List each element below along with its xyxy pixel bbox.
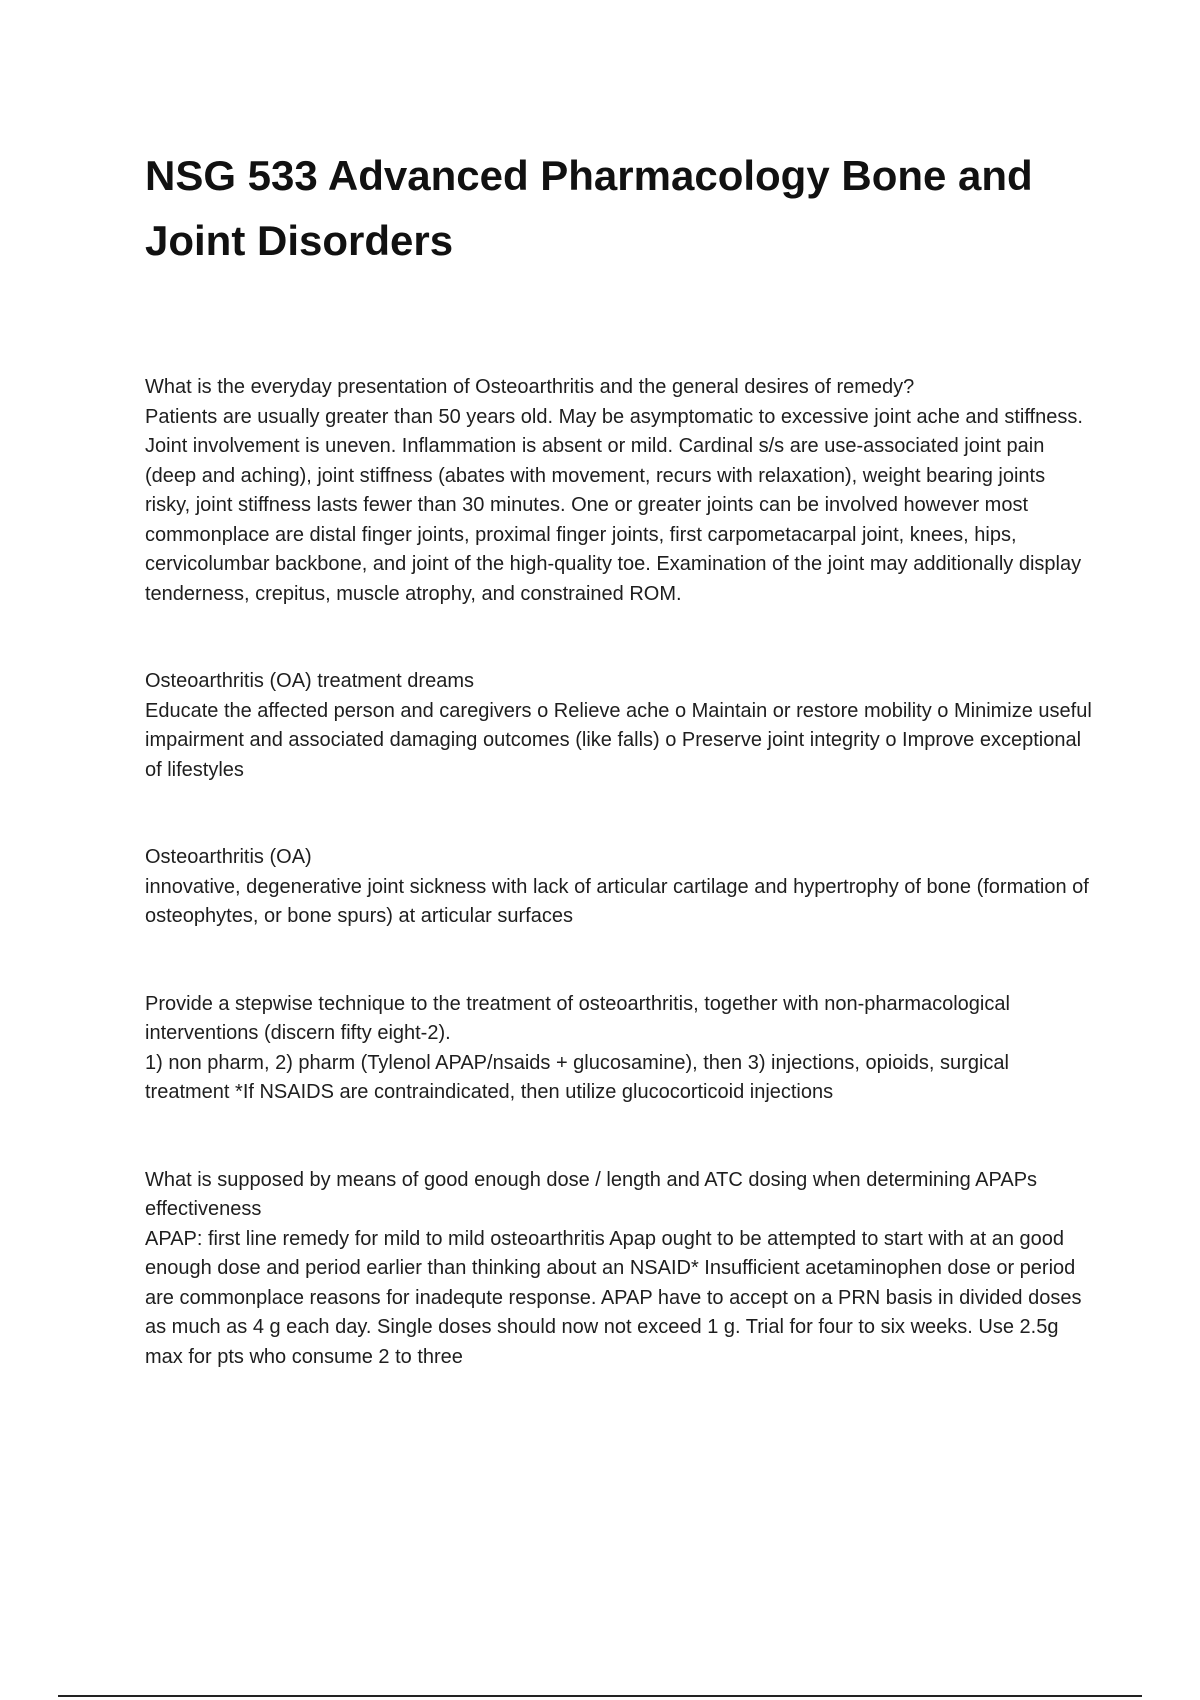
footer-divider <box>58 1695 1142 1697</box>
qa-block <box>145 990 1095 1108</box>
qa-block <box>145 373 1095 609</box>
answer-text: Educate the affected person and caregivers o Relieve ache o Maintain or restore mobility o Minimize useful impairment and associated damaging outcomes (like falls) o Preserve joint integrity o Improve exceptional of lifestyles <box>145 699 1092 781</box>
question-text: Osteoarthritis (OA) <box>145 846 312 868</box>
answer-text: APAP: first line remedy for mild to mild osteoarthritis Apap ought to be attempted to start with at an good enough dose and period earlier than thinking about an NSAID* Insufficient acetaminophen dose or period are commonplace reasons for inadequte response. APAP have to accept on a PRN basis in divided doses as much as 4 g each day. Single doses should now not exceed 1 g. Trial for four to six weeks. Use 2.5g max for pts who consume 2 to three <box>145 1227 1082 1368</box>
question-text: What is the everyday presentation of Osteoarthritis and the general desires of remedy? <box>145 376 915 398</box>
answer-text: innovative, degenerative joint sickness with lack of articular cartilage and hypertrophy of bone (formation of osteophytes, or bone spurs) at articular surfaces <box>145 875 1089 927</box>
question-text: Osteoarthritis (OA) treatment dreams <box>145 670 474 692</box>
qa-block <box>145 843 1095 932</box>
question-text: What is supposed by means of good enough dose / length and ATC dosing when determining APAPs effectiveness <box>145 1168 1038 1220</box>
answer-text: Patients are usually greater than 50 years old. May be asymptomatic to excessive joint ache and stiffness. Joint involvement is uneven. Inflammation is absent or mild. Cardinal s/s are use-associated joint pain (deep and aching), joint stiffness (abates with movement, recurs with relaxation), weight bearing joints risky, joint stiffness lasts fewer than 30 minutes. One or greater joints can be involved however most commonplace are distal finger joints, proximal finger joints, first carpometacarpal joint, knees, hips, cervicolumbar backbone, and joint of the high-quality toe. Examination of the joint may additionally display tenderness, crepitus, muscle atrophy, and constrained ROM. <box>145 405 1083 605</box>
page-title: NSG 533 Advanced Pharmacology Bone and Joint Disorders <box>145 152 1033 264</box>
question-text: Provide a stepwise technique to the treatment of osteoarthritis, together with non-pharmacological interventions (discern fifty eight-2). <box>145 992 1010 1044</box>
answer-text: 1) non pharm, 2) pharm (Tylenol APAP/nsaids + glucosamine), then 3) injections, opioids, surgical treatment *If NSAIDS are contraindicated, then utilize glucocorticoid injections <box>145 1051 1009 1103</box>
qa-block <box>145 667 1095 785</box>
document-body <box>145 373 1095 1430</box>
qa-block <box>145 1166 1095 1373</box>
